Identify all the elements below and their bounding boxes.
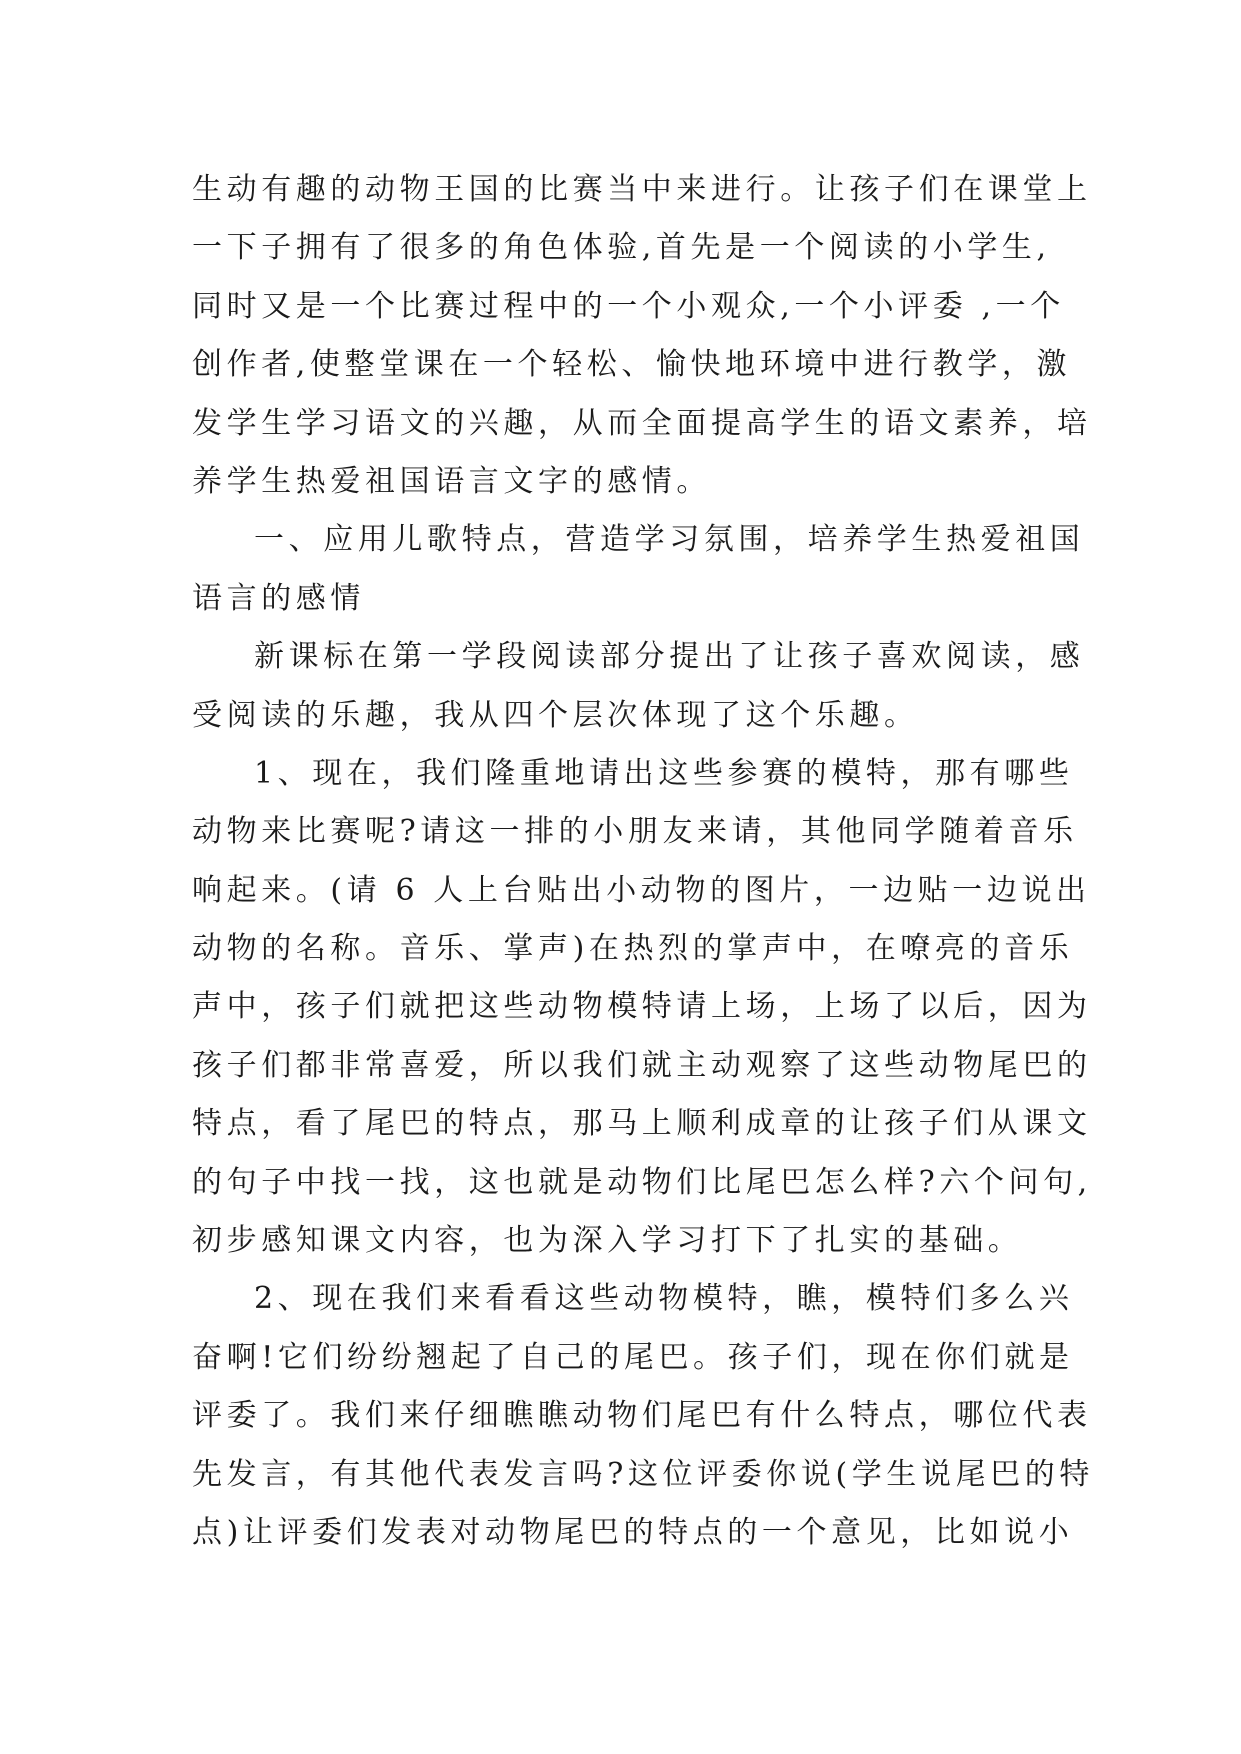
paragraph-start: 新课标在第一学段阅读部分提出了让孩子喜欢阅读，感	[254, 639, 1085, 675]
text-line: 受阅读的乐趣，我从四个层次体现了这个乐趣。	[192, 697, 919, 733]
text-line: 创作者,使整堂课在一个轻松、愉快地环境中进行教学，激	[192, 347, 1072, 383]
text-line: 一下子拥有了很多的角色体验,首先是一个阅读的小学生,	[192, 230, 1051, 266]
text-line: 生动有趣的动物王国的比赛当中来进行。让孩子们在课堂上	[192, 172, 1092, 207]
text-line: 动物来比赛呢?请这一排的小朋友来请，其他同学随着音乐	[192, 814, 1078, 850]
text-line: 动物的名称。音乐、掌声)在热烈的掌声中，在嘹亮的音乐	[192, 931, 1074, 967]
section-heading-continuation: 语言的感情	[192, 580, 365, 616]
text-line: 声中，孩子们就把这些动物模特请上场，上场了以后，因为	[192, 989, 1092, 1025]
text-line: 发学生学习语文的兴趣，从而全面提高学生的语文素养，培	[192, 405, 1092, 441]
text-line: 响起来。(请 6 人上台贴出小动物的图片，一边贴一边说出	[192, 872, 1091, 908]
text-line: 同时又是一个比赛过程中的一个小观众,一个小评委 ,一个	[192, 288, 1065, 324]
text-line: 评委了。我们来仔细瞧瞧动物们尾巴有什么特点，哪位代表	[192, 1398, 1092, 1434]
body-text	[192, 161, 1094, 1562]
section-heading: 一、应用儿歌特点，营造学习氛围，培养学生热爱祖国	[254, 522, 1085, 558]
text-line: 先发言，有其他代表发言吗?这位评委你说(学生说尾巴的特	[192, 1456, 1094, 1492]
text-line: 养学生热爱祖国语言文字的感情。	[192, 463, 711, 499]
text-line: 特点，看了尾巴的特点，那马上顺利成章的让孩子们从课文	[192, 1106, 1092, 1142]
text-line: 孩子们都非常喜爱，所以我们就主动观察了这些动物尾巴的	[192, 1047, 1092, 1083]
text-line: 点)让评委们发表对动物尾巴的特点的一个意见，比如说小	[192, 1514, 1074, 1550]
text-line: 的句子中找一找，这也就是动物们比尾巴怎么样?六个问句,	[192, 1164, 1092, 1200]
paragraph-start: 1、现在，我们隆重地请出这些参赛的模特，那有哪些	[254, 755, 1074, 791]
text-line: 初步感知课文内容，也为深入学习打下了扎实的基础。	[192, 1223, 1023, 1259]
text-line: 奋啊!它们纷纷翘起了自己的尾巴。孩子们，现在你们就是	[192, 1339, 1074, 1375]
paragraph-start: 2、现在我们来看看这些动物模特，瞧，模特们多么兴	[254, 1281, 1074, 1317]
